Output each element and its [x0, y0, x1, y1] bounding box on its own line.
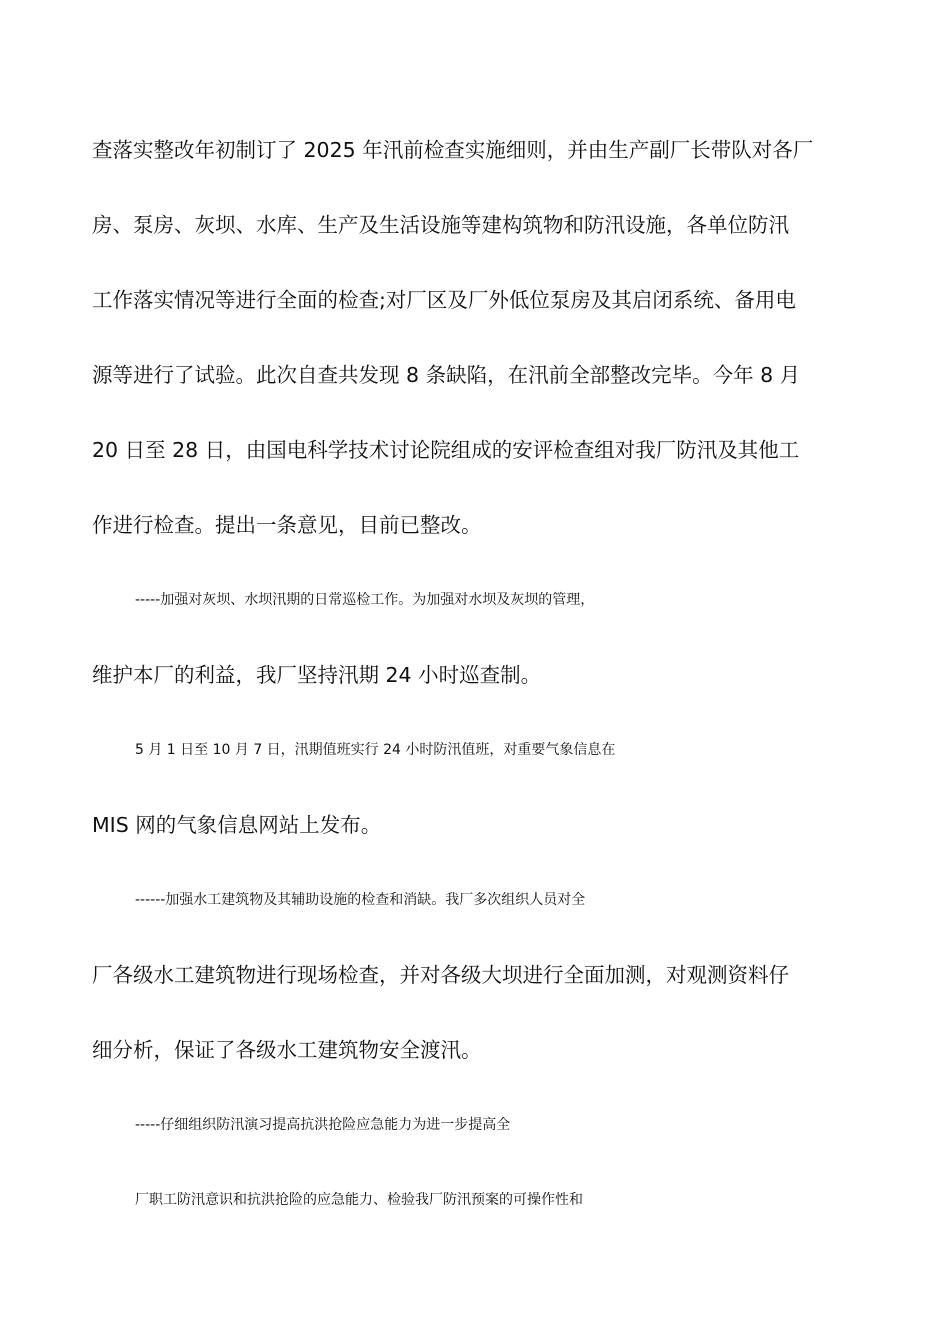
text-line: 房、泵房、灰坝、水库、生产及生活设施等建构筑物和防汛设施，各单位防汛 — [92, 213, 789, 237]
text-line: 厂职工防汛意识和抗洪抢险的应急能力、检验我厂防汛预案的可操作性和 — [135, 1192, 583, 1208]
text-line: 细分析，保证了各级水工建筑物安全渡汛。 — [92, 1038, 482, 1062]
text-line: 厂各级水工建筑物进行现场检查，并对各级大坝进行全面加测，对观测资料仔 — [92, 963, 789, 987]
text-line: 工作落实情况等进行全面的检查;对厂区及厂外低位泵房及其启闭系统、备用电 — [92, 288, 796, 312]
text-line: -----加强对灰坝、水坝汛期的日常巡检工作。为加强对水坝及灰坝的管理， — [135, 592, 595, 608]
text-line: -----仔细组织防汛演习提高抗洪抢险应急能力为进一步提高全 — [135, 1117, 511, 1133]
text-line: 5 月 1 日至 10 月 7 日，汛期值班实行 24 小时防汛值班，对重要气象信息在 — [135, 742, 616, 758]
text-line: 维护本厂的利益，我厂坚持汛期 24 小时巡查制。 — [92, 663, 542, 687]
text-line: ------加强水工建筑物及其辅助设施的检查和消缺。我厂多次组织人员对全 — [135, 892, 586, 908]
text-line: MIS 网的气象信息网站上发布。 — [92, 813, 382, 837]
text-line: 源等进行了试验。此次自查共发现 8 条缺陷，在汛前全部整改完毕。今年 8 月 — [92, 363, 801, 387]
text-line: 20 日至 28 日，由国电科学技术讨论院组成的安评检查组对我厂防汛及其他工 — [92, 438, 800, 462]
text-line: 作进行检查。提出一条意见，目前已整改。 — [92, 513, 482, 537]
text-line: 查落实整改年初制订了 2025 年汛前检查实施细则，并由生产副厂长带队对各厂 — [92, 138, 814, 162]
